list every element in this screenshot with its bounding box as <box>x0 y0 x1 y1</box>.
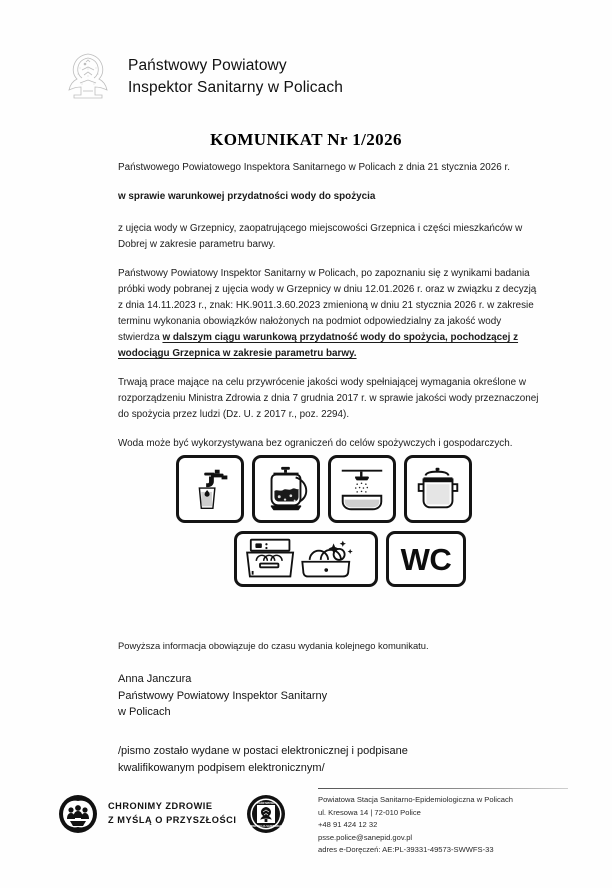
validity-note: Powyższa informacja obowiązuje do czasu wydania kolejnego komunikatu. <box>118 640 429 651</box>
faucet-glass-icon <box>176 455 244 523</box>
footer-address-line: ul. Kresowa 14 | 72-010 Police <box>318 807 421 817</box>
wc-label: WC <box>400 541 452 577</box>
svg-text:PAŃSTWOWA: PAŃSTWOWA <box>257 802 276 805</box>
usage-paragraph: Woda może być wykorzystywana bez ograniczeń do celów spożywczych i gospodarczych. <box>118 438 513 450</box>
polish-eagle-emblem <box>62 48 114 106</box>
footer-phone-line: +48 91 424 12 32 <box>318 820 378 830</box>
signature-block <box>118 671 548 721</box>
shower-bathtub-icon <box>328 455 396 523</box>
header-line-2: Inspektor Sanitarny w Policach <box>128 79 343 96</box>
header-line-1: Państwowy Powiatowy <box>128 57 287 74</box>
regulation-paragraph: Trwają prace mające na celu przywrócenie jakości wody spełniającej wymagania określone w rozporządzeniu Ministra Zdrowia z dnia 7 grudnia 2017 r. w sprawie jakości wody przeznaczonej do spożycia przez ludzi (Dz. U. z 2017 r., poz. 2294). <box>118 377 539 421</box>
footer-contact-block <box>318 788 568 857</box>
main-paragraph-emphasis: w dalszym ciągu warunkową przydatność wody do spożycia, pochodzącej z wodociągu Grzepnica w zakresie parametru barwy. <box>118 332 519 360</box>
svg-text:INSPEKCJA SANITARNA: INSPEKCJA SANITARNA <box>251 825 282 828</box>
footer-logos <box>58 794 286 834</box>
footer-contact-line: Powiatowa Stacja Sanitarno-Epidemiologiczna w Policach <box>318 795 514 804</box>
main-paragraph <box>118 266 543 362</box>
pictogram-grid <box>176 455 496 587</box>
document-body <box>118 160 543 465</box>
footer-divider <box>318 788 568 789</box>
main-paragraph-text: Państwowy Powiatowy Inspektor Sanitarny w Policach, po zapoznaniu się z wynikami badania próbki wody pobranej z ujęcia wody w Grzepnicy w dniu 12.01.2026 r. oraz w związku z decyzją z dnia 14.11.2023 r., znak: HK.9011.3.60.2023 zmienioną w dniu 21 stycznia 2026 r. w zakresie terminu wykonania obowiązków nałożonych na podmiot odpowiedzialny za jakość wody stwierdza <box>118 267 537 344</box>
cooking-pot-icon <box>404 455 472 523</box>
chronimy-zdrowie-logo <box>58 794 98 834</box>
footer-slogan <box>108 800 236 828</box>
issuer-line: Państwowego Powiatowego Inspektora Sanitarnego w Policach z dnia 21 stycznia 2026 r. <box>118 162 510 173</box>
dishwashing-icon <box>234 531 378 587</box>
electronic-signature-note <box>118 743 548 777</box>
sanepid-emblem-logo <box>246 794 286 834</box>
esignature-line-1: /pismo zostało wydane w postaci elektronicznej i podpisane <box>118 744 408 757</box>
header-institution-name <box>128 55 343 99</box>
signatory-name: Anna Janczura <box>118 673 192 686</box>
closing-section <box>118 638 548 777</box>
signatory-title-line-1: Państwowy Powiatowy Inspektor Sanitarny <box>118 689 328 702</box>
wc-icon <box>386 531 466 587</box>
document-header <box>62 48 343 106</box>
subject-line: w sprawie warunkowej przydatności wody do spożycia <box>118 191 376 203</box>
document-footer <box>0 788 612 858</box>
scope-paragraph: z ujęcia wody w Grzepnicy, zaopatrującego miejscowości Grzepnica i części mieszkańców w Dobrej w zakresie parametru barwy. <box>118 222 523 250</box>
slogan-line-2: Z MYŚLĄ O PRZYSZŁOŚCI <box>108 815 237 825</box>
pictogram-row-1 <box>176 455 496 523</box>
pictogram-row-2 <box>234 531 496 587</box>
signatory-title-line-2: w Policach <box>118 706 171 719</box>
slogan-line-1: CHRONIMY ZDROWIE <box>108 801 213 812</box>
esignature-line-2: kwalifikowanym podpisem elektronicznym/ <box>118 761 325 774</box>
footer-edelivery-line: adres e-Doręczeń: AE:PL-39331-49573-SWWFS-33 <box>318 845 494 855</box>
footer-email-line[interactable]: psse.police@sanepid.gov.pl <box>318 832 413 842</box>
kettle-icon <box>252 455 320 523</box>
page-title: KOMUNIKAT Nr 1/2026 <box>210 130 402 149</box>
